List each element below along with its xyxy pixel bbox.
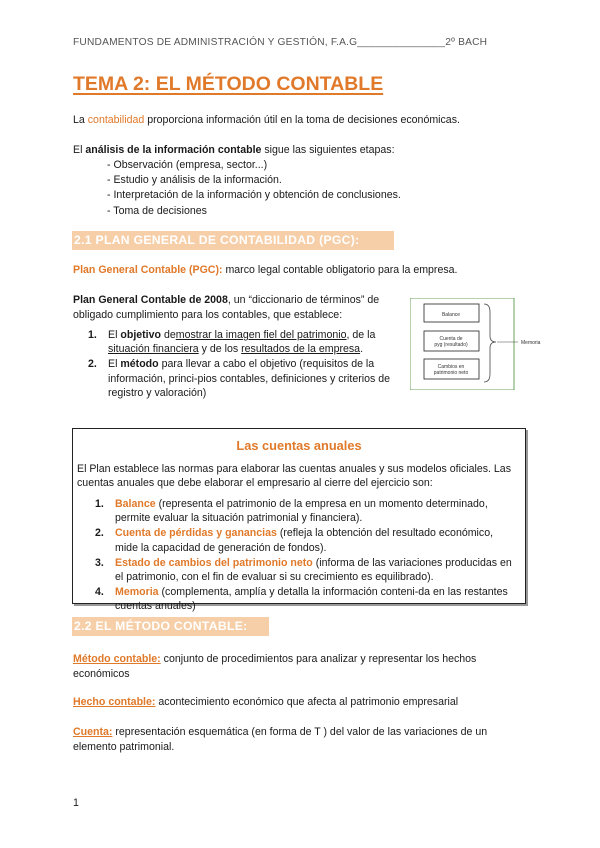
analysis-paragraph [73,143,533,158]
analysis-steps-list [107,158,401,219]
page-number: 1 [73,797,79,809]
pgc2008-term: Plan General Contable de 2008 [73,294,228,306]
list-item: - Toma de decisiones [107,204,207,217]
pgc2008-line2: obligado cumplimiento para los contables, que establece: [73,309,343,321]
item-number: 2. [88,358,97,371]
def-text: conjunto de procedimientos para analizar y representar los hechos económicos [73,653,477,680]
analysis-post: sigue las siguientes etapas: [264,144,395,156]
item-number: 2. [95,527,104,540]
list-item [95,585,515,613]
item-underline-3: resultados de la empresa [241,343,361,356]
item-a: , de la [346,329,376,341]
def-hecho-contable [73,695,523,710]
item-mid: de [163,329,176,341]
item-desc: (complementa, amplía y detalla la información conteni-da en las restantes cuentas anuales) [115,586,508,613]
pgc-def: marco legal contable obligatorio para la empresa. [225,264,458,276]
pgc-establishes-list [88,328,398,401]
item-term: Balance [115,498,156,510]
item-rest: para llevar a cabo el objetivo (requisitos de la información, princi-pios contables, definiciones y criterios de registro y valoración) [108,358,391,399]
annual-accounts-title: Las cuentas anuales [236,438,362,453]
list-item: - Interpretación de la información y obtención de conclusiones. [107,189,401,202]
annual-accounts-diagram [410,298,555,390]
diagram-label-pn-2: patrimonio neto [433,370,469,376]
def-cuenta [73,725,523,755]
item-number: 4. [95,586,104,599]
section-heading-pgc: 2.1 PLAN GENERAL DE CONTABILIDAD (PGC): [72,231,394,250]
item-term: Memoria [115,586,159,599]
pgc2008-line1: , un “diccionario de términos” de [227,294,380,306]
section-heading-metodo: 2.2 EL MÉTODO CONTABLE: [72,617,269,636]
pgc2008-paragraph [73,293,408,323]
page-title: TEMA 2: EL MÉTODO CONTABLE [73,73,384,95]
item-b: y de los [201,343,239,356]
diagram-label-pyg-2: pyg (resultado) [434,342,468,348]
pgc-term: Plan General Contable (PGC): [73,264,223,276]
list-item [88,328,398,356]
intro-post: proporciona información útil en la toma de decisiones económicas. [147,114,460,126]
diagram-label-pyg-1: Cuenta de [439,336,463,342]
diagram-label-balance: Balance [441,312,461,318]
list-item [95,497,515,525]
def-text: acontecimiento económico que afecta al patrimonio empresarial [158,696,459,708]
item-pre: El [108,358,118,371]
item-c: . [360,343,364,356]
intro-paragraph [73,113,533,128]
def-metodo-contable [73,652,523,682]
item-bold: método [120,358,159,371]
item-desc: (representa el patrimonio de la empresa en un momento determinado, permite evaluar la situación patrimonial y financiera). [115,498,488,525]
item-underline-2: situación financiera [108,343,199,356]
item-number: 3. [95,556,104,569]
item-bold: objetivo [120,329,161,341]
intro-term: contabilidad [87,114,145,126]
pgc-definition [73,263,533,278]
annual-accounts-box [72,428,526,613]
annual-accounts-intro: El Plan establece las normas para elaborar las cuentas anuales y sus modelos oficiales. Las cuentas anuales que debe elaborar el empresario al cierre del ejercicio son: [77,463,511,490]
item-desc: (refleja la obtención del resultado económico, mide la capacidad de generación de fondos). [115,527,494,554]
list-item [95,556,515,584]
item-term: Cuenta de pérdidas y ganancias [115,527,277,540]
def-term: Hecho contable: [73,696,156,708]
item-number: 1. [88,329,97,341]
def-term: Método contable: [73,653,161,665]
item-term: Estado de cambios del patrimonio neto [115,556,313,569]
item-underline-1: mostrar la imagen fiel del patrimonio [175,329,347,341]
diagram-label-memoria: Memoria [521,340,541,346]
diagram-label-pn-1: Cambios en [437,364,465,370]
analysis-pre: El [73,144,83,156]
list-item [95,526,515,554]
annual-accounts-list [95,497,515,615]
list-item: - Estudio y análisis de la información. [107,174,282,187]
def-text: representación esquemática (en forma de T ) del valor de las variaciones de un elemento patrimonial. [73,726,488,753]
page-header: FUNDAMENTOS DE ADMINISTRACIÓN Y GESTIÓN, F.A.G_______________2º BACH [73,37,488,48]
analysis-term: análisis de la información contable [85,144,262,156]
item-number: 1. [95,498,104,510]
item-desc: (informa de las variaciones producidas en el patrimonio, con el fin de evaluar si su crecimiento es equilibrado). [115,556,512,584]
item-pre: El [108,329,118,341]
list-item [88,357,398,400]
def-term: Cuenta: [73,726,113,738]
intro-pre: La [73,114,85,126]
list-item: - Observación (empresa, sector...) [107,159,268,171]
